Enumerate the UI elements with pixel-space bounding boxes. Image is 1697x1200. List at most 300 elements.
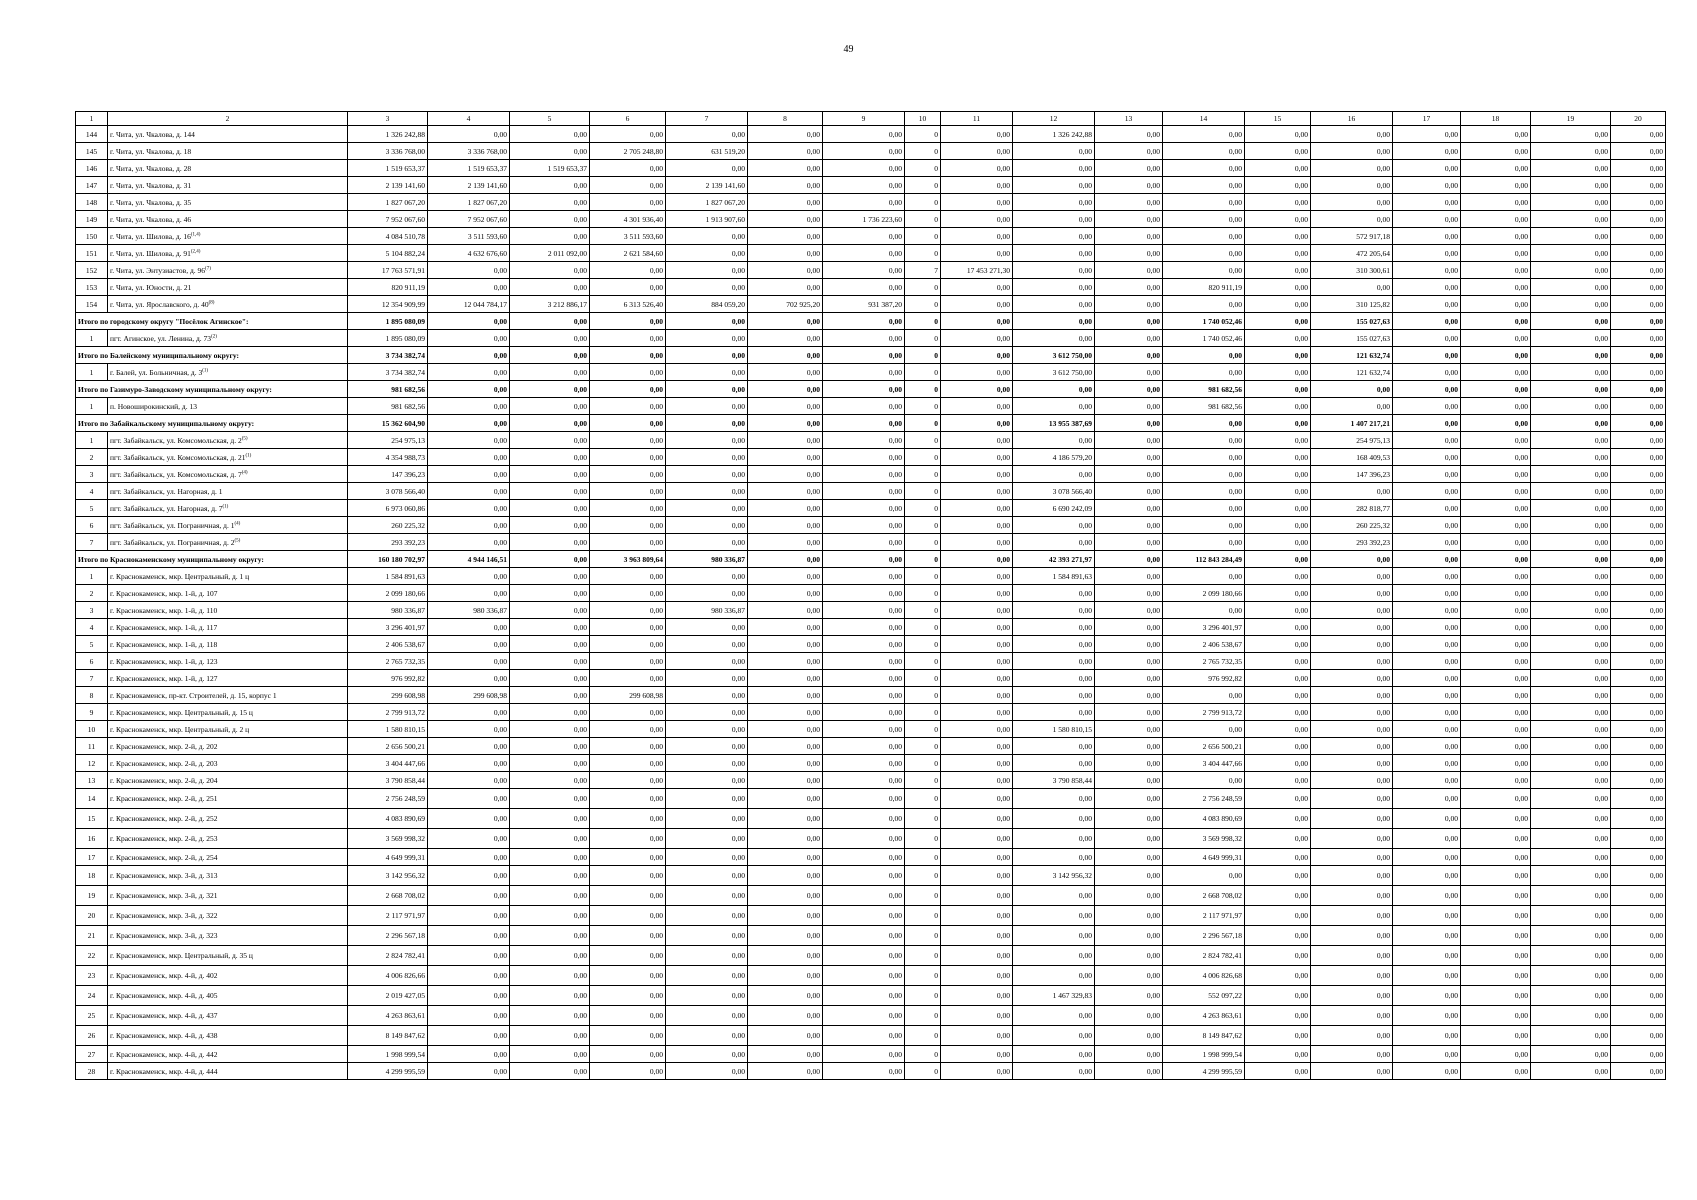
value-cell: 0,00 [428,126,510,143]
value-cell: 0,00 [823,432,905,449]
value-cell: 3 734 382,74 [348,364,428,381]
value-cell: 0,00 [1095,279,1163,296]
value-cell: 0,00 [823,126,905,143]
value-cell: 0 [905,829,941,849]
value-cell: 0,00 [428,1006,510,1026]
address-cell [108,886,348,906]
value-cell: 0,00 [1393,1006,1461,1026]
address-cell [108,670,348,687]
value-cell: 0,00 [1461,619,1531,636]
value-cell: 0,00 [1461,704,1531,721]
subtotal-row [76,551,1666,568]
value-cell: 0 [905,398,941,415]
value-cell: 0 [905,1063,941,1080]
address-text: г. Краснокаменск, мкр. 2-й, д. 203 [110,758,218,768]
value-cell: 3 296 401,97 [1163,619,1245,636]
value-cell: 0,00 [1461,500,1531,517]
value-cell: 0,00 [1095,704,1163,721]
value-cell: 931 387,20 [823,296,905,313]
value-cell: 0,00 [666,279,748,296]
footnote-mark: (1) [202,368,209,373]
address-cell [108,636,348,653]
value-cell: 0,00 [1393,886,1461,906]
value-cell: 0,00 [666,738,748,755]
value-cell: 0,00 [1163,602,1245,619]
value-cell: 0,00 [1013,789,1095,809]
value-cell: 0,00 [1611,809,1666,829]
value-cell: 0,00 [823,849,905,866]
address-text: г. Краснокаменск, пр-кт. Строителей, д. 15, корпус 1 [110,690,277,700]
value-cell: 0,00 [1095,177,1163,194]
value-cell: 0,00 [1013,177,1095,194]
value-cell: 0,00 [1095,1046,1163,1063]
value-cell: 0,00 [1095,755,1163,772]
value-cell: 0,00 [510,704,590,721]
table-row [76,177,1666,194]
value-cell: 0 [905,279,941,296]
value-cell: 0,00 [1611,245,1666,262]
row-index: 10 [76,721,108,738]
value-cell: 0,00 [1611,466,1666,483]
value-cell: 0,00 [510,585,590,602]
table-row [76,738,1666,755]
value-cell: 0,00 [1311,966,1393,986]
value-cell: 0,00 [510,143,590,160]
value-cell: 0,00 [1531,670,1611,687]
row-index: 4 [76,619,108,636]
address-text: г. Краснокаменск, мкр. 1-й, д. 117 [110,622,218,632]
value-cell: 0,00 [666,966,748,986]
value-cell: 0,00 [1393,347,1461,364]
value-cell: 0,00 [1611,534,1666,551]
value-cell: 0,00 [1245,534,1311,551]
value-cell: 0,00 [748,415,823,432]
value-cell: 0,00 [1393,1063,1461,1080]
value-cell: 0,00 [823,262,905,279]
value-cell: 0,00 [1531,432,1611,449]
value-cell: 0,00 [1393,687,1461,704]
value-cell: 1 998 999,54 [348,1046,428,1063]
value-cell: 0,00 [1461,177,1531,194]
value-cell: 0,00 [590,1063,666,1080]
value-cell: 0,00 [1393,829,1461,849]
value-cell: 0,00 [1311,653,1393,670]
value-cell: 0,00 [941,906,1013,926]
value-cell: 472 205,64 [1311,245,1393,262]
value-cell: 0,00 [1245,330,1311,347]
value-cell: 0 [905,966,941,986]
value-cell: 2 824 782,41 [1163,946,1245,966]
value-cell: 0,00 [1611,177,1666,194]
table-row [76,1026,1666,1046]
value-cell: 2 621 584,60 [590,245,666,262]
value-cell: 0,00 [590,381,666,398]
address-text: г. Чита, ул. Чкалова, д. 18 [110,146,192,156]
value-cell: 0,00 [1611,585,1666,602]
value-cell: 0 [905,551,941,568]
value-cell: 0,00 [748,585,823,602]
value-cell: 0,00 [428,585,510,602]
value-cell: 0,00 [1311,619,1393,636]
value-cell: 2 117 971,97 [348,906,428,926]
value-cell: 260 225,32 [348,517,428,534]
value-cell: 0,00 [1095,143,1163,160]
value-cell: 0,00 [1611,986,1666,1006]
footnote-mark: (1) [245,453,252,458]
value-cell: 0,00 [1245,670,1311,687]
value-cell: 0,00 [748,926,823,946]
value-cell: 0 [905,126,941,143]
value-cell: 0,00 [1531,126,1611,143]
value-cell: 0,00 [428,534,510,551]
value-cell: 0,00 [590,347,666,364]
value-cell: 0,00 [428,721,510,738]
value-cell: 0,00 [1311,1006,1393,1026]
address-cell [108,966,348,986]
value-cell: 820 911,19 [1163,279,1245,296]
value-cell: 0,00 [666,866,748,886]
value-cell: 0,00 [1245,687,1311,704]
value-cell: 4 083 890,69 [1163,809,1245,829]
value-cell: 0,00 [1393,449,1461,466]
value-cell: 0,00 [823,568,905,585]
footnote-mark: (4) [234,521,241,526]
value-cell: 0,00 [1245,946,1311,966]
table-row [76,483,1666,500]
value-cell: 0,00 [1245,500,1311,517]
table-row [76,986,1666,1006]
value-cell: 0,00 [1393,966,1461,986]
value-cell: 0,00 [590,364,666,381]
value-cell: 0,00 [1611,704,1666,721]
value-cell: 0,00 [823,636,905,653]
value-cell: 0,00 [1393,789,1461,809]
value-cell: 0,00 [590,313,666,330]
value-cell: 0,00 [1393,568,1461,585]
value-cell: 0,00 [1245,398,1311,415]
value-cell: 0,00 [1245,228,1311,245]
value-cell: 0,00 [1013,602,1095,619]
value-cell: 0 [905,946,941,966]
table-row [76,755,1666,772]
value-cell: 0,00 [510,789,590,809]
value-cell: 0,00 [666,809,748,829]
value-cell: 0 [905,602,941,619]
value-cell: 0,00 [510,432,590,449]
value-cell: 0,00 [1531,1046,1611,1063]
address-cell [108,177,348,194]
value-cell: 0,00 [1393,211,1461,228]
value-cell: 0,00 [1095,483,1163,500]
row-index: 26 [76,1026,108,1046]
value-cell: 0,00 [823,986,905,1006]
value-cell: 0 [905,906,941,926]
value-cell: 3 963 809,64 [590,551,666,568]
value-cell: 0,00 [428,755,510,772]
value-cell: 0,00 [1393,500,1461,517]
value-cell: 0,00 [1531,483,1611,500]
value-cell: 15 362 604,90 [348,415,428,432]
address-cell [108,946,348,966]
value-cell: 310 300,61 [1311,262,1393,279]
value-cell: 0,00 [748,381,823,398]
value-cell: 6 690 242,09 [1013,500,1095,517]
value-cell: 0,00 [1311,687,1393,704]
value-cell: 0,00 [1461,245,1531,262]
value-cell: 0,00 [1163,415,1245,432]
value-cell: 0,00 [823,755,905,772]
value-cell: 3 734 382,74 [348,347,428,364]
value-cell: 1 584 891,63 [348,568,428,585]
value-cell: 0,00 [1245,177,1311,194]
value-cell: 0,00 [1013,296,1095,313]
row-index: 147 [76,177,108,194]
value-cell: 0,00 [590,500,666,517]
value-cell: 0,00 [1461,211,1531,228]
value-cell: 0,00 [1095,517,1163,534]
address-cell [108,926,348,946]
address-cell [108,653,348,670]
address-text: г. Чита, ул. Энтузиастов, д. 96 [110,265,206,275]
value-cell: 0,00 [1393,738,1461,755]
value-cell: 0,00 [823,551,905,568]
value-cell: 3 142 956,32 [348,866,428,886]
value-cell: 2 668 708,02 [348,886,428,906]
value-cell: 3 078 566,40 [348,483,428,500]
value-cell: 0,00 [748,245,823,262]
value-cell: 4 263 863,61 [1163,1006,1245,1026]
address-text: г. Чита, ул. Шилова, д. 91 [110,248,191,258]
row-index: 1 [76,398,108,415]
value-cell: 0,00 [1013,946,1095,966]
value-cell: 0 [905,653,941,670]
value-cell: 2 099 180,66 [1163,585,1245,602]
value-cell: 0,00 [1393,670,1461,687]
value-cell: 0,00 [1311,809,1393,829]
address-cell [108,279,348,296]
value-cell: 0,00 [823,1063,905,1080]
value-cell: 4 006 826,68 [1163,966,1245,986]
value-cell: 0 [905,986,941,1006]
value-cell: 0,00 [590,517,666,534]
value-cell: 0,00 [941,653,1013,670]
column-number: 9 [823,112,905,126]
address-cell [108,755,348,772]
row-index: 8 [76,687,108,704]
address-text: пгт. Агинское, ул. Ленина, д. 73 [110,333,212,343]
value-cell: 0,00 [1095,466,1163,483]
value-cell: 4 299 995,59 [1163,1063,1245,1080]
value-cell: 0,00 [510,636,590,653]
value-cell: 0 [905,789,941,809]
value-cell: 4 299 995,59 [348,1063,428,1080]
value-cell: 299 608,98 [590,687,666,704]
address-cell [108,296,348,313]
value-cell: 0,00 [1245,966,1311,986]
value-cell: 981 682,56 [348,398,428,415]
value-cell: 0,00 [510,330,590,347]
value-cell: 0,00 [510,886,590,906]
value-cell: 0,00 [1461,143,1531,160]
value-cell: 0,00 [1531,143,1611,160]
address-cell [108,704,348,721]
value-cell: 0,00 [1531,160,1611,177]
value-cell: 0,00 [1461,809,1531,829]
table-row [76,636,1666,653]
row-index: 152 [76,262,108,279]
table-row [76,126,1666,143]
table-row [76,534,1666,551]
value-cell: 254 975,13 [1311,432,1393,449]
value-cell: 0,00 [1393,262,1461,279]
value-cell: 0 [905,687,941,704]
value-cell: 0,00 [1245,568,1311,585]
table-row [76,1006,1666,1026]
value-cell: 0,00 [1531,986,1611,1006]
value-cell: 0,00 [1095,568,1163,585]
value-cell: 0,00 [1611,398,1666,415]
value-cell: 0,00 [510,926,590,946]
value-cell: 0,00 [1461,1026,1531,1046]
value-cell: 299 608,98 [428,687,510,704]
row-index: 1 [76,330,108,347]
column-number: 5 [510,112,590,126]
value-cell: 0,00 [823,313,905,330]
value-cell: 0,00 [748,177,823,194]
address-cell [108,1006,348,1026]
value-cell: 0,00 [1611,364,1666,381]
value-cell: 0,00 [1163,500,1245,517]
value-cell: 0,00 [590,670,666,687]
row-index: 24 [76,986,108,1006]
value-cell: 0,00 [1461,551,1531,568]
value-cell: 0,00 [1013,313,1095,330]
value-cell: 0,00 [428,829,510,849]
value-cell: 0,00 [748,866,823,886]
value-cell: 3 142 956,32 [1013,866,1095,886]
address-text: г. Краснокаменск, мкр. 2-й, д. 254 [110,852,218,862]
value-cell: 0,00 [1095,926,1163,946]
value-cell: 155 027,63 [1311,313,1393,330]
value-cell: 0,00 [1611,1046,1666,1063]
value-cell: 0,00 [1245,1026,1311,1046]
value-cell: 2 765 732,35 [348,653,428,670]
value-cell: 0,00 [428,500,510,517]
value-cell: 121 632,74 [1311,364,1393,381]
value-cell: 0,00 [1163,866,1245,886]
value-cell: 0,00 [1611,551,1666,568]
value-cell: 0,00 [941,721,1013,738]
value-cell: 0,00 [1531,704,1611,721]
value-cell: 0,00 [510,738,590,755]
address-text: г. Краснокаменск, мкр. 3-й, д. 313 [110,871,218,880]
value-cell: 0,00 [823,829,905,849]
value-cell: 0,00 [666,687,748,704]
value-cell: 282 818,77 [1311,500,1393,517]
value-cell: 0,00 [748,1063,823,1080]
value-cell: 0,00 [1531,194,1611,211]
address-text: г. Краснокаменск, мкр. 3-й, д. 322 [110,911,218,920]
value-cell: 0,00 [748,704,823,721]
value-cell: 0,00 [1611,126,1666,143]
value-cell: 0,00 [941,211,1013,228]
address-cell [108,483,348,500]
value-cell: 0,00 [1311,704,1393,721]
value-cell: 0,00 [1095,228,1163,245]
value-cell: 0,00 [748,228,823,245]
value-cell: 0,00 [1013,687,1095,704]
value-cell: 0,00 [1095,966,1163,986]
value-cell: 3 336 768,00 [348,143,428,160]
value-cell: 0,00 [1531,313,1611,330]
column-number: 15 [1245,112,1311,126]
value-cell: 0 [905,670,941,687]
value-cell: 310 125,82 [1311,296,1393,313]
value-cell: 0,00 [1163,432,1245,449]
value-cell: 1 740 052,46 [1163,330,1245,347]
value-cell: 0,00 [1311,721,1393,738]
value-cell: 0,00 [1311,483,1393,500]
value-cell: 0,00 [1611,347,1666,364]
value-cell: 0,00 [748,364,823,381]
value-cell: 0 [905,313,941,330]
value-cell: 0,00 [1311,926,1393,946]
value-cell: 0,00 [1245,585,1311,602]
row-index: 3 [76,602,108,619]
value-cell: 0,00 [1393,585,1461,602]
table-row [76,772,1666,789]
value-cell: 0,00 [1461,926,1531,946]
value-cell: 0,00 [1461,1006,1531,1026]
address-text: г. Краснокаменск, мкр. Центральный, д. 15 ц [110,707,253,717]
value-cell: 0,00 [1013,585,1095,602]
value-cell: 0,00 [1531,755,1611,772]
value-cell: 0,00 [941,619,1013,636]
value-cell: 0,00 [590,926,666,946]
value-cell: 0,00 [748,886,823,906]
value-cell: 0,00 [1611,789,1666,809]
row-index: 12 [76,755,108,772]
address-text: г. Краснокаменск, мкр. 3-й, д. 321 [110,891,218,900]
value-cell: 0,00 [510,866,590,886]
value-cell: 0,00 [1163,449,1245,466]
value-cell: 0 [905,483,941,500]
value-cell: 0,00 [1611,721,1666,738]
value-cell: 0,00 [1461,568,1531,585]
value-cell: 0,00 [1531,534,1611,551]
value-cell: 0,00 [1393,381,1461,398]
value-cell: 980 336,87 [666,602,748,619]
value-cell: 4 649 999,31 [348,849,428,866]
value-cell: 0,00 [1311,866,1393,886]
address-cell [108,160,348,177]
value-cell: 0,00 [1461,789,1531,809]
value-cell: 1 467 329,83 [1013,986,1095,1006]
subtotal-label: Итого по городскому округу "Посёлок Агинское": [76,313,348,330]
value-cell: 981 682,56 [348,381,428,398]
value-cell: 147 396,23 [348,466,428,483]
value-cell: 0,00 [1245,483,1311,500]
value-cell: 0,00 [1245,789,1311,809]
value-cell: 0,00 [823,602,905,619]
value-cell: 0,00 [941,926,1013,946]
address-cell [108,986,348,1006]
subtotal-row [76,381,1666,398]
table-row [76,704,1666,721]
value-cell: 0,00 [1393,946,1461,966]
value-cell: 0,00 [666,228,748,245]
value-cell: 0,00 [1013,755,1095,772]
